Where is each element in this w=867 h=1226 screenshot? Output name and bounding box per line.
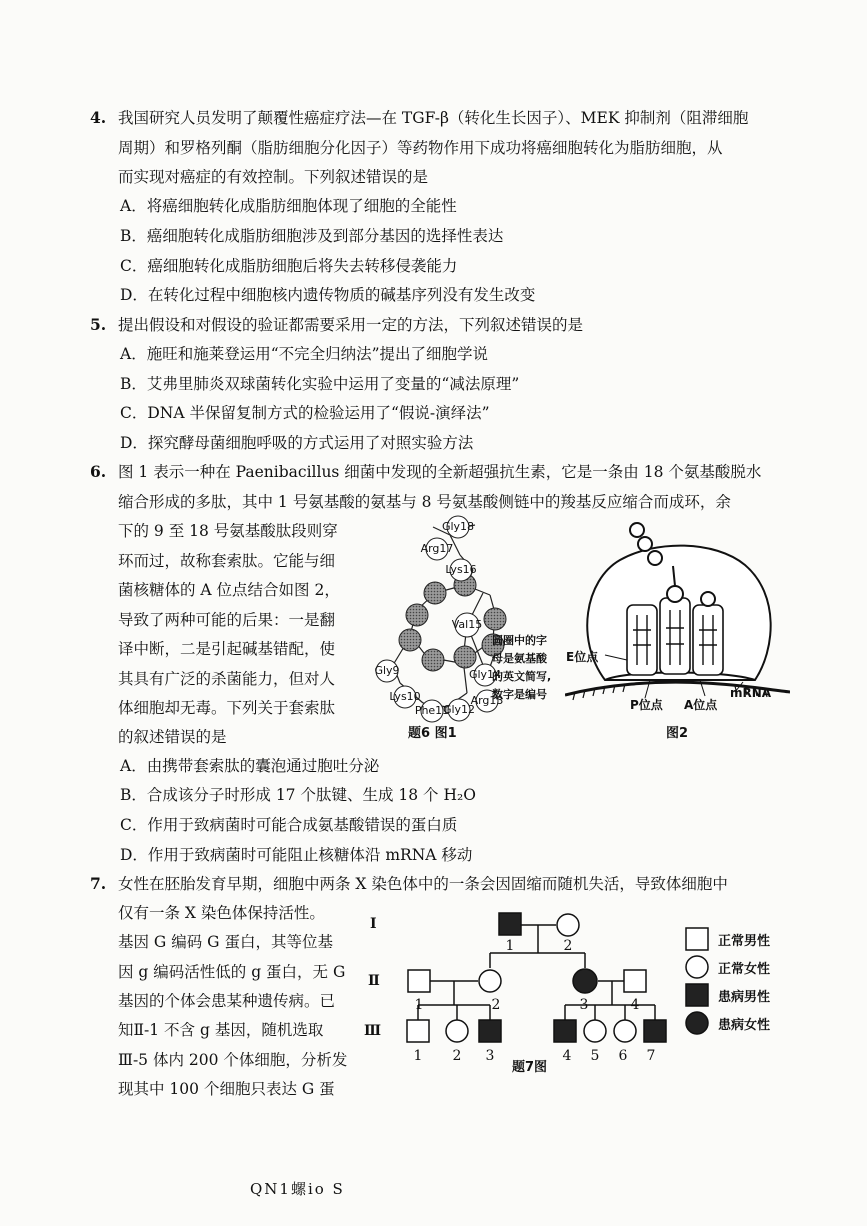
svg-text:1: 1: [414, 997, 424, 1013]
fig2-e-site-label: E位点: [566, 650, 599, 664]
legend-affected-female-icon: [686, 1012, 708, 1034]
pedigree-II-3-affected-female: [573, 969, 597, 993]
q5-option-a: A．施旺和施莱登运用“不完全归纳法”提出了细胞学说: [120, 345, 489, 363]
legend-normal-female-icon: [686, 956, 708, 978]
residue-phe11: Phe11: [414, 704, 450, 717]
fig2-p-site-label: P位点: [630, 698, 663, 712]
q4-stem-line-3: 而实现对癌症的有效控制。下列叙述错误的是: [118, 168, 429, 186]
generation-II-label: Ⅱ: [368, 973, 380, 989]
page-footer: QN1螺io S: [250, 1180, 345, 1198]
q6-side-line-2: 环而过，故称套索肽。它能与细: [118, 552, 336, 570]
residue-lys10: Lys10: [389, 690, 421, 703]
q4-option-b: B．癌细胞转化成脂肪细胞涉及到部分基因的选择性表达: [120, 227, 504, 245]
pedigree-III-5-normal-female: [584, 1020, 606, 1042]
q6-option-a: A．由携带套索肽的囊泡通过胞吐分泌: [120, 757, 380, 775]
svg-text:1: 1: [413, 1048, 423, 1064]
pedigree-II-4-normal-male: [624, 970, 646, 992]
q7-side-line-2: 因 g 编码活性低的 g 蛋白，无 G: [118, 963, 346, 981]
svg-text:4: 4: [562, 1048, 572, 1064]
fig2-caption: 图2: [666, 726, 689, 741]
pedigree-III-7-affected-male: [644, 1020, 666, 1042]
q6-side-line-8: 的叙述错误的是: [118, 728, 227, 746]
pedigree-III-3-affected-male: [479, 1020, 501, 1042]
generation-III-label: Ⅲ: [364, 1023, 382, 1039]
fig1-caption: 题6 图1: [408, 726, 457, 741]
q5-number: 5.: [90, 315, 107, 334]
q7-number: 7.: [90, 874, 107, 893]
q6-side-line-7: 体细胞却无毒。下列关于套索肽: [118, 699, 336, 717]
pedigree-caption: 题7图: [512, 1060, 548, 1075]
legend-affected-male: 患病男性: [718, 990, 771, 1005]
q7-side-line-4: 知Ⅱ-1 不含 g 基因，随机选取: [118, 1021, 324, 1039]
q4-number: 4.: [90, 108, 107, 127]
q6-side-line-4: 导致了两种可能的后果：一是翻: [118, 611, 336, 629]
svg-text:3: 3: [579, 997, 589, 1013]
residue-lys16: Lys16: [445, 563, 477, 576]
q6-side-line-5: 译中断，二是引起碱基错配，使: [118, 640, 336, 658]
pedigree-III-2-normal-female: [446, 1020, 468, 1042]
pedigree-II-2-normal-female: [479, 970, 501, 992]
q7-side-line-1: 基因 G 编码 G 蛋白，其等位基: [118, 933, 333, 951]
fig2-a-site-label: A位点: [684, 698, 718, 712]
q6-option-d: D．作用于致病菌时可能阻止核糖体沿 mRNA 移动: [120, 846, 473, 864]
q5-stem-line-1: 提出假设和对假设的验证都需要采用一定的方法，下列叙述错误的是: [118, 316, 584, 334]
residue-arg13: Arg13: [470, 694, 504, 707]
q5-option-b: B．艾弗里肺炎双球菌转化实验中运用了变量的“减法原理”: [120, 375, 520, 393]
residue-val15: Val15: [451, 618, 483, 631]
svg-text:7: 7: [646, 1048, 656, 1064]
q5-option-c: C．DNA 半保留复制方式的检验运用了“假说-演绎法”: [120, 404, 490, 422]
residue-gly18: Gly18: [441, 520, 475, 533]
q6-stem-line-2: 缩合形成的多肽，其中 1 号氨基酸的氨基与 8 号氨基酸侧链中的羧基反应缩合而成环，余: [118, 493, 731, 511]
residue-gly12: Gly12: [442, 703, 476, 716]
svg-text:2: 2: [491, 997, 501, 1013]
svg-text:2: 2: [452, 1048, 462, 1064]
legend-normal-male: 正常男性: [718, 934, 771, 949]
svg-text:6: 6: [618, 1048, 628, 1064]
q6-side-line-6: 其具有广泛的杀菌能力，但对人: [118, 670, 336, 688]
lasso-peptide-figure: [355, 515, 590, 730]
q6-option-c: C．作用于致病菌时可能合成氨基酸错误的蛋白质: [120, 816, 458, 834]
pedigree-III-1-normal-male: [407, 1020, 429, 1042]
q7-stem-line-1: 女性在胚胎发育早期，细胞中两条 X 染色体中的一条会因固缩而随机失活，导致体细胞中: [118, 875, 728, 893]
legend-affected-male-icon: [686, 984, 708, 1006]
residue-arg17: Arg17: [420, 542, 454, 555]
svg-text:3: 3: [485, 1048, 495, 1064]
pedigree-chart: [360, 905, 680, 1075]
pedigree-II-1-normal-male: [408, 970, 430, 992]
q4-stem-line-2: 周期）和罗格列酮（脂肪细胞分化因子）等药物作用下成功将癌细胞转化为脂肪细胞，从: [118, 139, 723, 157]
legend-affected-female: 患病女性: [718, 1018, 771, 1033]
q4-stem-line-1: 我国研究人员发明了颠覆性癌症疗法—在 TGF-β（转化生长因子）、MEK 抑制剂（阻滞细胞: [118, 109, 749, 127]
q6-stem-line-1: 图 1 表示一种在 Paenibacillus 细菌中发现的全新超强抗生素，它是一条由 18 个氨基酸脱水: [118, 463, 762, 481]
pedigree-III-6-normal-female: [614, 1020, 636, 1042]
q7-side-line-6: 现其中 100 个细胞只表达 G 蛋: [118, 1080, 335, 1098]
pedigree-I-2-normal-female: [557, 914, 579, 936]
fig2-mrna-label: mRNA: [730, 686, 772, 700]
legend-normal-female: 正常女性: [718, 962, 771, 977]
svg-text:5: 5: [590, 1048, 600, 1064]
q5-option-d: D．探究酵母菌细胞呼吸的方式运用了对照实验方法: [120, 434, 474, 452]
generation-I-label: I: [370, 916, 377, 932]
q7-side-line-3: 基因的个体会患某种遗传病。已: [118, 992, 336, 1010]
pedigree-III-4-affected-male: [554, 1020, 576, 1042]
q6-option-b: B．合成该分子时形成 17 个肽键、生成 18 个 H₂O: [120, 786, 476, 804]
legend-normal-male-icon: [686, 928, 708, 950]
svg-text:1: 1: [505, 938, 515, 954]
q4-option-c: C．癌细胞转化成脂肪细胞后将失去转移侵袭能力: [120, 257, 458, 275]
q6-side-line-1: 下的 9 至 18 号氨基酸肽段则穿: [118, 522, 338, 540]
residue-gly9: Gly9: [374, 664, 400, 677]
q4-option-a: A．将癌细胞转化成脂肪细胞体现了细胞的全能性: [120, 197, 457, 215]
pedigree-I-1-affected-male: [499, 913, 521, 935]
q4-option-d: D．在转化过程中细胞核内遗传物质的碱基序列没有发生改变: [120, 286, 536, 304]
fig1-note: 圆圈中的字 母是氨基酸 的英文简写, 数字是编号: [492, 634, 552, 701]
q7-side-line-5: Ⅲ-5 体内 200 个体细胞，分析发: [118, 1051, 348, 1069]
pedigree-legend-symbols: [683, 925, 713, 1040]
residue-gly14: Gly14: [468, 668, 502, 681]
q7-stem-line-2: 仅有一条 X 染色体保持活性。: [118, 904, 325, 922]
svg-text:4: 4: [630, 997, 640, 1013]
q6-side-line-3: 菌核糖体的 A 位点结合如图 2，: [118, 581, 340, 599]
svg-text:2: 2: [563, 938, 573, 954]
q6-number: 6.: [90, 462, 107, 481]
